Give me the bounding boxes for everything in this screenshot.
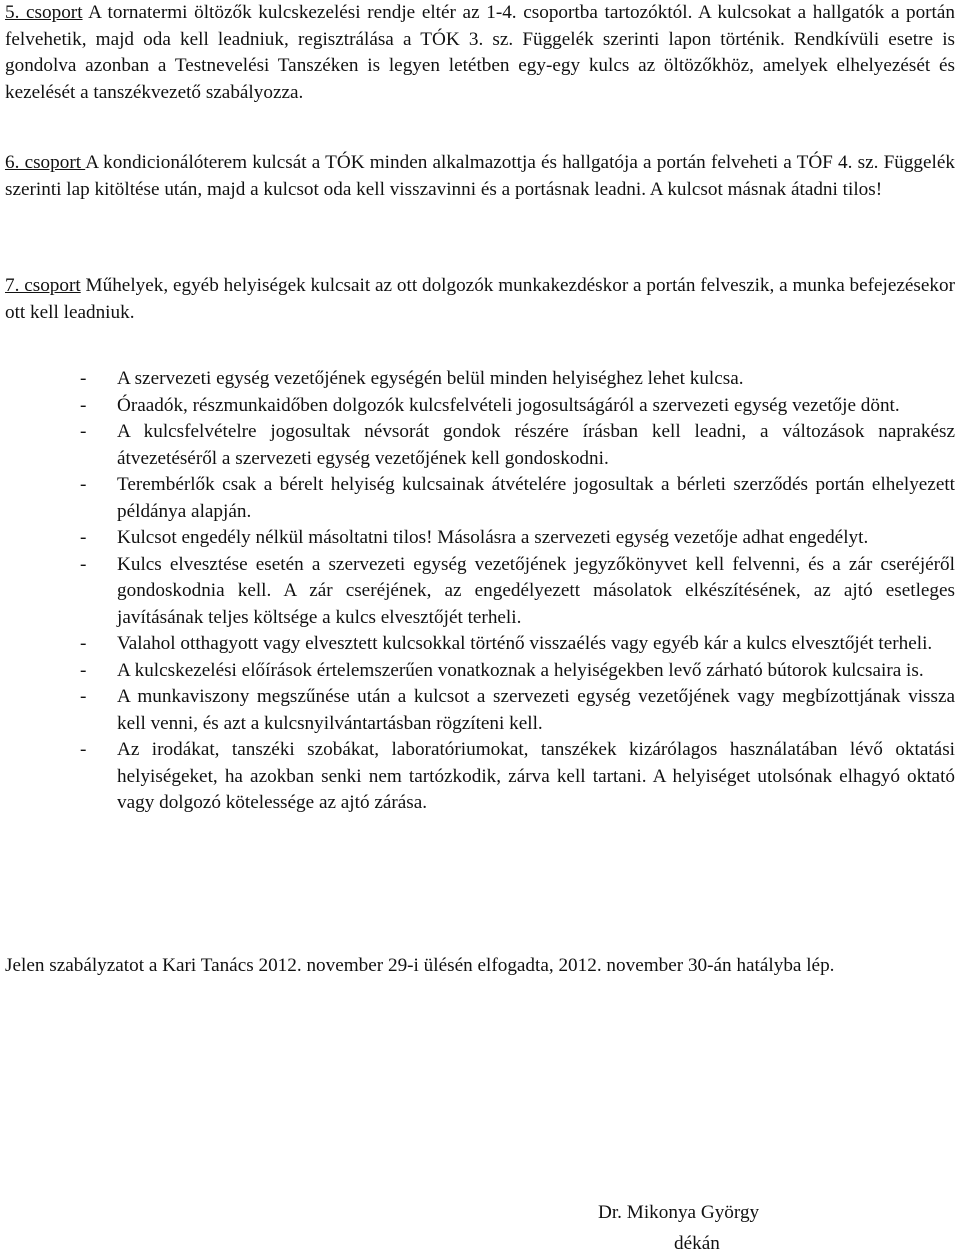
list-item-text: A munkaviszony megszűnése után a kulcsot a szervezeti egység vezetőjének vagy megbízottjának vissza kell venni, és azt a kulcsnyilvántartásban rögzíteni kell. [117,686,955,734]
list-item-text: Terembérlők csak a bérelt helyiség kulcsainak átvételére jogosultak a bérleti szerződés portán elhelyezett példánya alapján. [117,474,955,522]
group-7-text: Műhelyek, egyéb helyiségek kulcsait az ott dolgozók munkakezdéskor a portán felveszik, a munka befejezésekor ott kell leadniuk. [5,275,955,323]
list-item-text: A kulcsfelvételre jogosultak névsorát gondok részére írásban kell leadni, a változások naprakész átvezetéséről a szervezeti egység vezetőjének kell gondoskodni. [117,421,955,469]
list-dash: - [80,739,87,760]
list-item-text: A kulcskezelési előírások értelemszerűen vonatkoznak a helyiségekben levő zárható bútorok kulcsaira is. [117,659,924,681]
list-item [80,393,955,420]
list-item [80,684,955,737]
list-item [80,472,955,525]
closing-paragraph: Jelen szabályzatot a Kari Tanács 2012. november 29-i ülésén elfogadta, 2012. november 30-án hatályba lép. [5,955,835,976]
list-item [80,737,955,817]
list-item [80,631,955,658]
list-dash: - [80,421,87,442]
group-6-text: A kondicionálóterem kulcsát a TÓK minden alkalmazottja és hallgatója a portán felveheti a TÓF 4. sz. Függelék szerinti lap kitöltése után, majd a kulcsot oda kell visszavinni és a portásnak leadni. A kulcsot másnak átadni tilos! [5,152,955,200]
list-dash: - [80,368,87,389]
group-5-paragraph [5,0,955,106]
group-5-label: 5. csoport [5,2,83,23]
list-item [80,525,955,552]
list-item [80,658,955,685]
group-5-text: A tornatermi öltözők kulcskezelési rendje eltér az 1-4. csoportba tartozóktól. A kulcsokat a hallgatók a portán felvehetik, majd oda kell leadniuk, regisztrálása a TÓK 3. sz. Függelék szerinti lapon történik. Rendkívüli esetre is gondolva azonban a Testnevelési Tanszéken is legyen letétben egy-egy kulcs az öltözőkhöz, amelyek elhelyezését és kezelését a tanszékvezető szabályozza. [5,2,955,103]
list-dash: - [80,633,87,654]
list-item-text: Kulcsot engedély nélkül másoltatni tilos! Másolásra a szervezeti egység vezetője adhat engedélyt. [117,527,869,548]
group-7-paragraph [5,273,955,326]
list-item [80,552,955,632]
list-item-text: A szervezeti egység vezetőjének egységén belül minden helyiséghez lehet kulcsa. [117,368,744,389]
list-item [80,419,955,472]
list-item-text: Valahol otthagyott vagy elvesztett kulcsokkal történő visszaélés vagy egyéb kár a kulcs elvesztőjét terheli. [117,633,933,654]
list-dash: - [80,686,87,707]
signatory-title: dékán [674,1233,720,1254]
list-item-text: Óraadók, részmunkaidőben dolgozók kulcsfelvételi jogosultságáról a szervezeti egység vezetője dönt. [117,394,900,416]
list-item-text: Az irodákat, tanszéki szobákat, laboratóriumokat, tanszékek kizárólagos használatában lévő oktatási helyiségeket, ha azokban senki nem tartózkodik, zárva kell tartani. A helyiséget utolsónak elhagyó oktató vagy dolgozó kötelessége az ajtó zárása. [117,739,955,813]
list-dash: - [80,527,87,548]
list-dash: - [80,659,87,681]
group-6-paragraph [5,150,955,203]
list-dash: - [80,553,87,575]
list-dash: - [80,474,87,495]
rules-list [80,366,955,817]
list-item [80,366,955,393]
list-item-text: Kulcs elvesztése esetén a szervezeti egység vezetőjének jegyzőkönyvet kell felvenni, és a zár cseréjéről gondoskodnia kell. A zár cseréjének, az engedélyezett másolatok elkészítésének, az ajtó esetleges javításának teljes költsége a kulcs elvesztőjét terheli. [117,553,955,628]
list-dash: - [80,394,87,416]
signatory-name: Dr. Mikonya György [598,1202,760,1223]
group-7-label: 7. csoport [5,275,81,296]
group-6-label: 6. csoport [5,152,86,173]
